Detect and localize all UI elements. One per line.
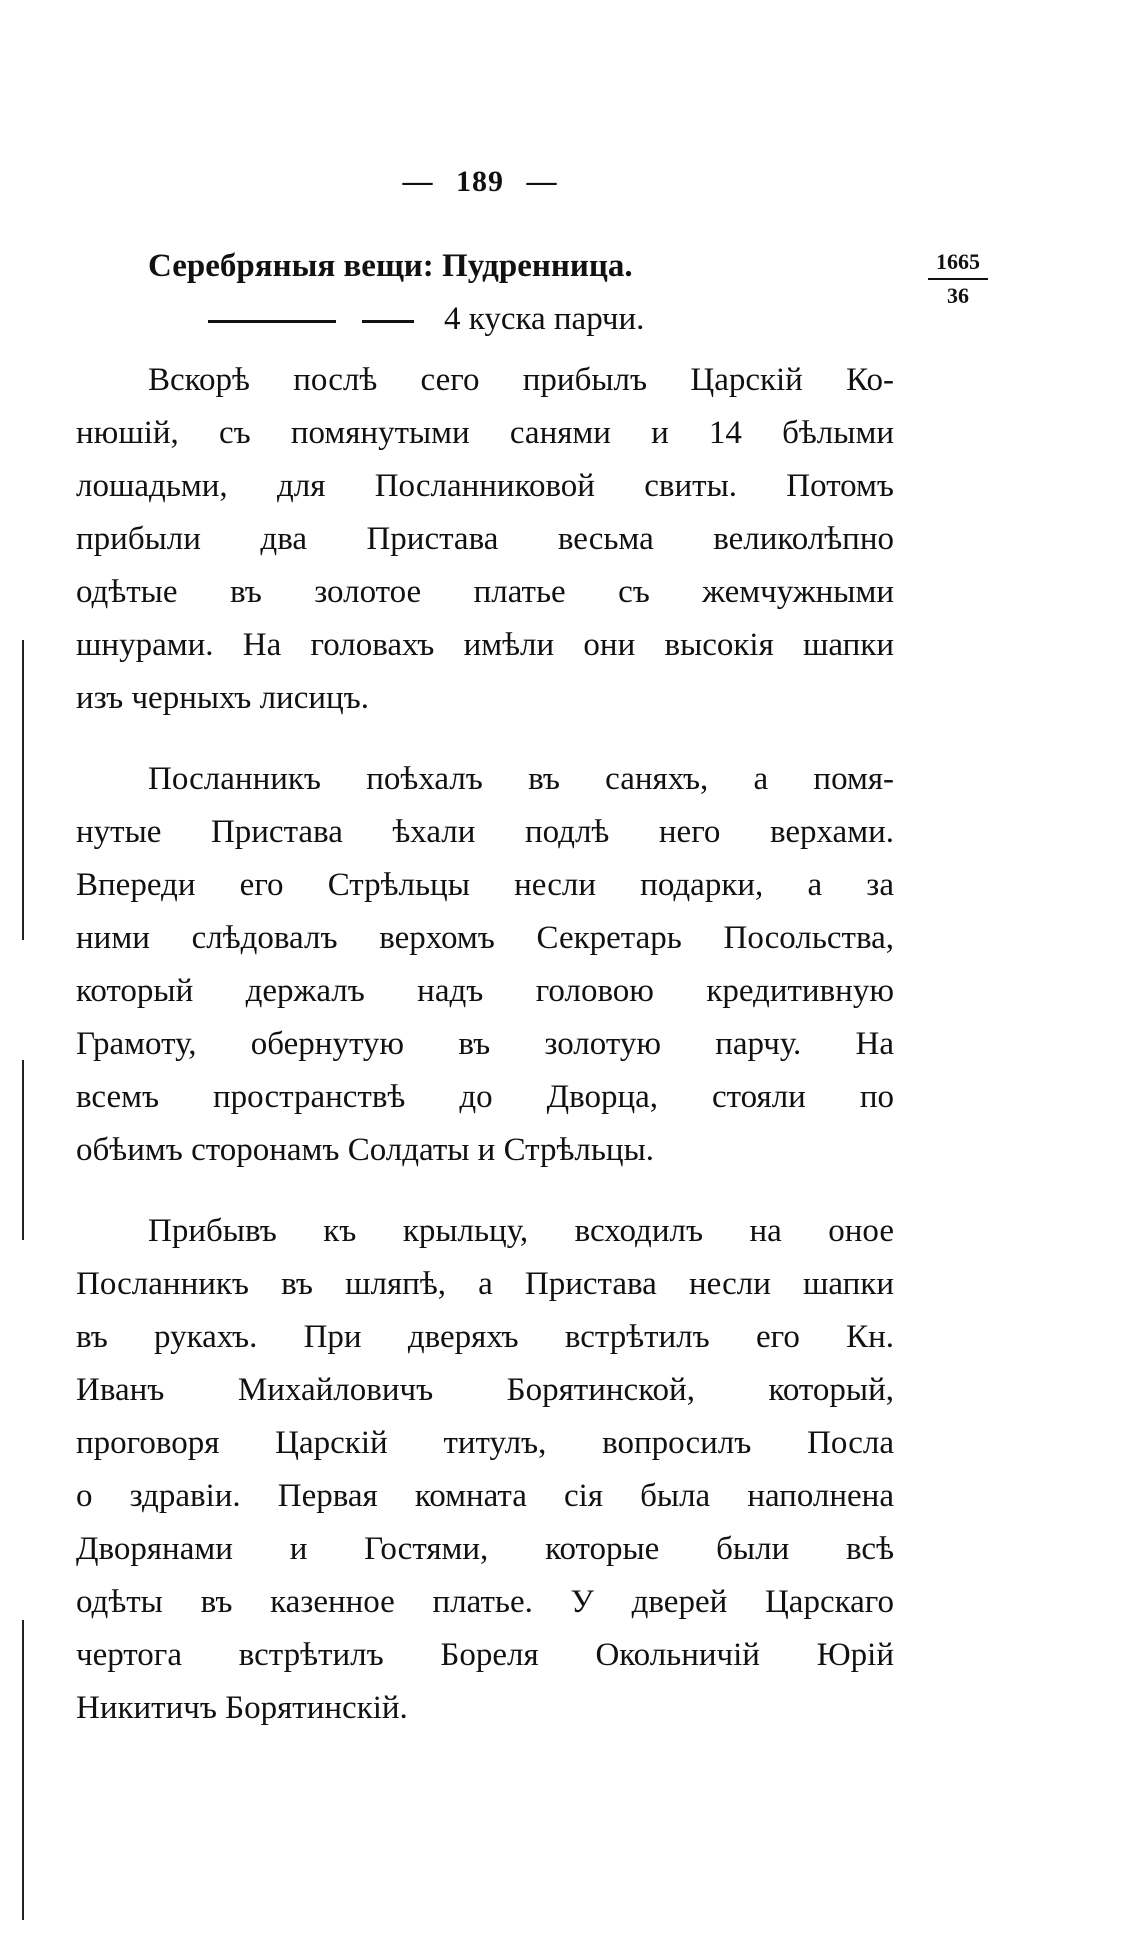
text-line: Дворянами и Гостями, которые были всѣ [76,1531,894,1567]
text-line: Посланникъ въ шляпѣ, а Пристава несли шапки [76,1266,894,1302]
margin-note-number: 36 [947,283,969,308]
text-line: Посланникъ поѣхалъ въ саняхъ, а помя- [148,761,894,797]
text-line: въ рукахъ. При дверяхъ встрѣтилъ его Кн. [76,1319,894,1355]
ditto-rule [362,320,414,323]
text-line: о здравіи. Первая комната сія была наполнена [76,1478,894,1514]
page-number-header [360,160,600,204]
margin-note-year: 1665 [928,248,988,280]
text-line: лошадьми, для Посланниковой свиты. Потомъ [76,468,894,504]
paragraph-3 [76,1205,894,1735]
text-line: Вскорѣ послѣ сего прибылъ Царскій Ко- [148,362,894,398]
text-line: всемъ пространствѣ до Дворца, стояли по [76,1079,894,1115]
text-line: одѣты въ казенное платье. У дверей Царскаго [76,1584,894,1620]
text-line: проговоря Царскій титулъ, вопросилъ Посла [76,1425,894,1461]
text-line: Впереди его Стрѣльцы несли подарки, а за [76,867,894,903]
page-number: 189 [456,165,504,198]
text-line: прибыли два Пристава весьма великолѣпно [76,521,894,557]
text-line: нюшій, съ помянутыми санями и 14 бѣлыми [76,415,894,451]
text-line: шнурами. На головахъ имѣли они высокія шапки [76,627,894,663]
text-line: чертога встрѣтилъ Бореля Окольничій Юрій [76,1637,894,1673]
ditto-rule [208,320,336,323]
text-line: Грамоту, обернутую въ золотую парчу. На [76,1026,894,1062]
heading-line-1: Серебряныя вещи: Пудренница. [148,248,633,284]
header-dash-right: — [526,165,558,198]
text-line: обѣимъ сторонамъ Солдаты и Стрѣльцы. [76,1132,654,1168]
text-line: который держалъ надъ головою кредитивную [76,973,894,1009]
text-line: нутые Пристава ѣхали подлѣ него верхами. [76,814,894,850]
text-line: изъ черныхъ лисицъ. [76,680,369,716]
text-body [76,240,894,1735]
text-line: ними слѣдовалъ верхомъ Секретарь Посольства, [76,920,894,956]
text-line: одѣтые въ золотое платье съ жемчужными [76,574,894,610]
margin-note [928,248,988,310]
heading-line-2 [76,293,894,346]
header-dash-left: — [402,165,434,198]
text-line: Иванъ Михайловичъ Борятинской, который, [76,1372,894,1408]
left-edge-mark [22,640,24,940]
left-edge-mark [22,1060,24,1240]
heading-line-2-text: 4 куска парчи. [444,301,645,337]
left-edge-mark [22,1620,24,1920]
text-line: Никитичъ Борятинскій. [76,1690,408,1726]
text-line: Прибывъ къ крыльцу, всходилъ на оное [148,1213,894,1249]
paragraph-1 [76,354,894,725]
paragraph-2 [76,753,894,1177]
